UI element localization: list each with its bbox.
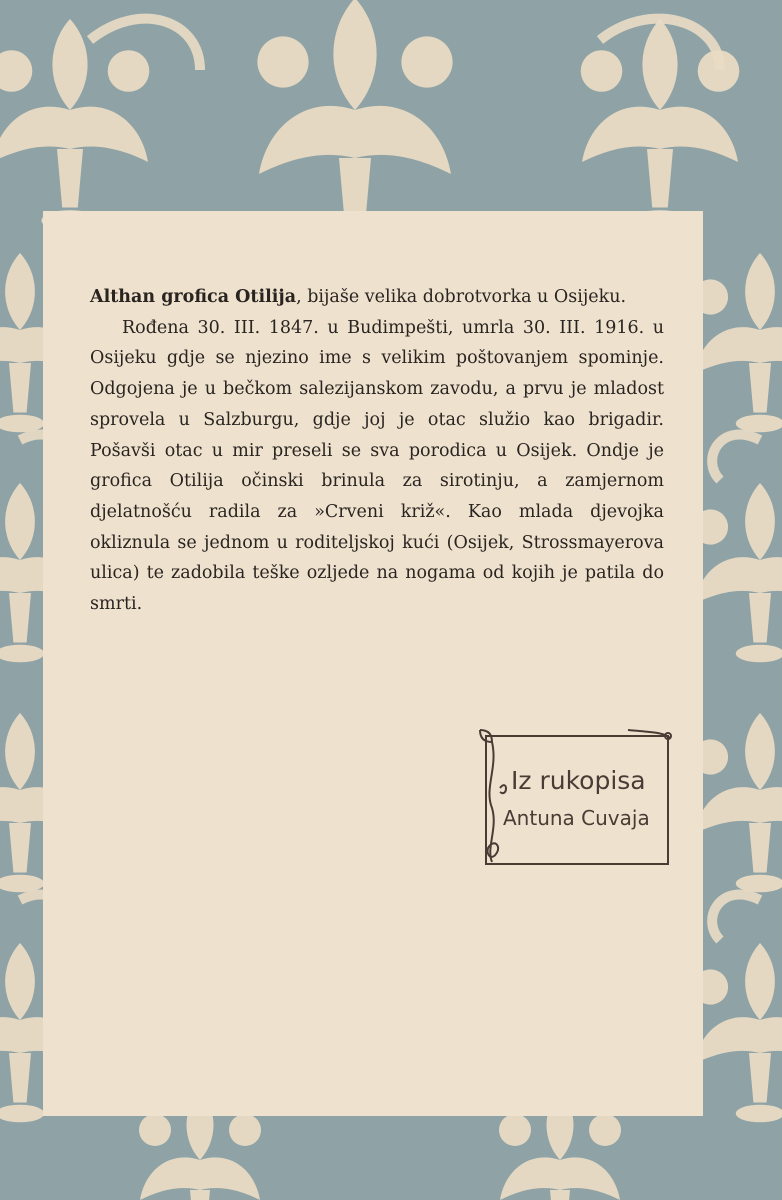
lead-line	[90, 282, 664, 313]
article-text	[90, 282, 664, 620]
label-author: Antuna Cuvaja	[503, 806, 650, 830]
article-subject: Althan grofica Otilija	[90, 287, 297, 307]
article-lead-rest: , bijaše velika dobrotvorka u Osijeku.	[296, 287, 627, 307]
manuscript-label	[478, 728, 672, 866]
ornamental-frame	[478, 728, 672, 866]
article-paragraph: Rođena 30. III. 1847. u Budimpešti, umrla 30. III. 1916. u Osijeku gdje se njezino ime s velikim poštovanjem spominje. Odgojena je u bečkom salezijanskom zavodu, a prvu je mladost sprovela u Salzburgu, gdje joj je otac služio kao brigadir. Pošavši otac u mir preseli se sva porodica u Osijek. Ondje je grofica Otilija očinski brinula za sirotinju, a zamjernom djelatnošću radila za »Crveni križ«. Kao mlada djevojka okliznula se jednom u roditeljskoj kući (Osijek, Strossmayerova ulica) te zadobila teške ozljede na nogama od kojih je patila do smrti.	[90, 317, 664, 615]
label-title: Iz rukopisa	[511, 766, 646, 795]
